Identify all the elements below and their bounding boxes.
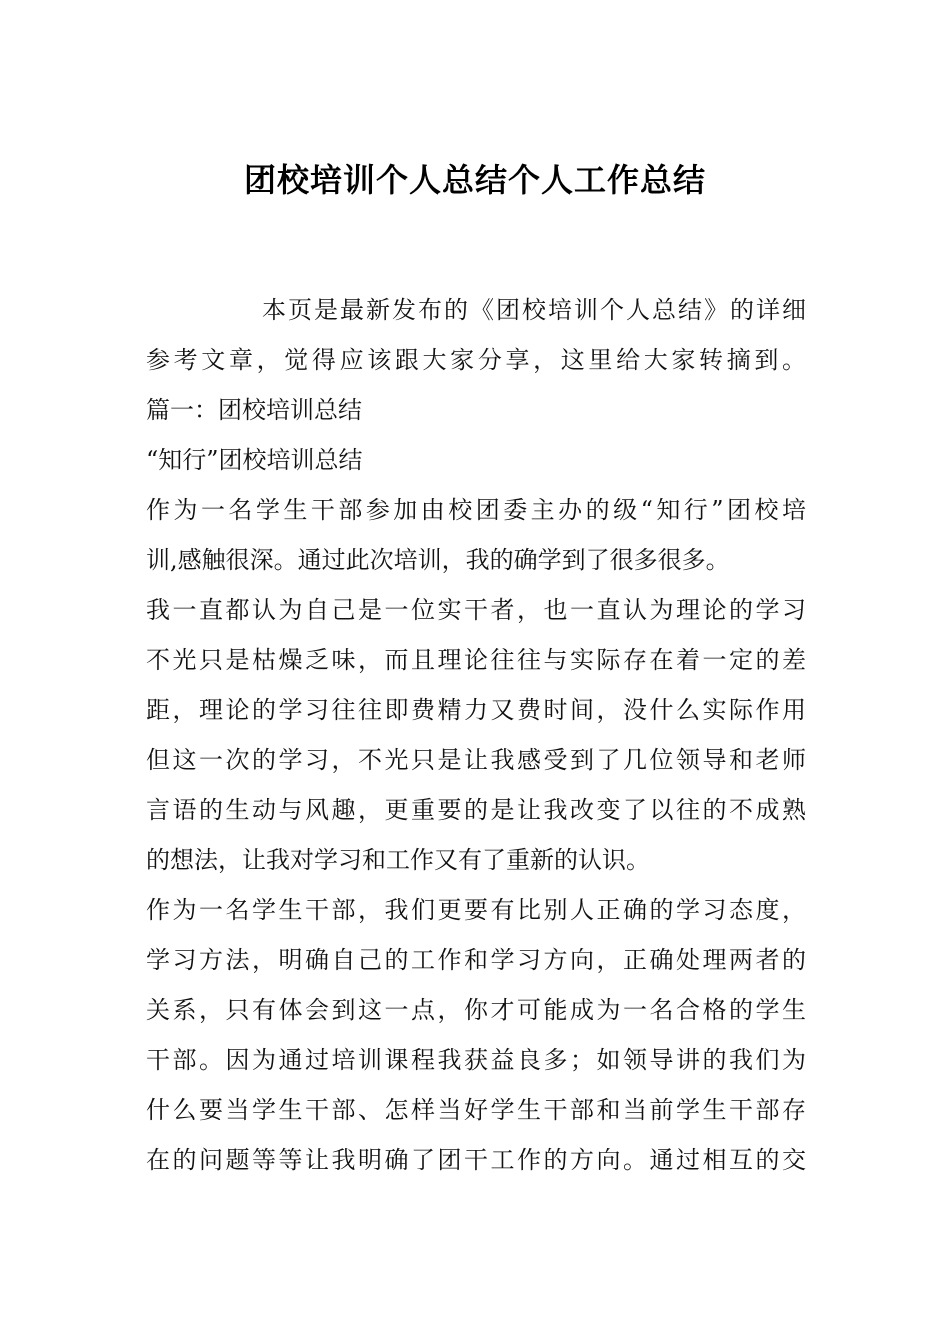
paragraph-line: 作为一名学生干部参加由校团委主办的级“知行”团校培 [146, 496, 806, 524]
paragraph-line: 但这一次的学习，不光只是让我感受到了几位领导和老师 [146, 746, 806, 774]
document-body [146, 285, 806, 1185]
paragraph-line: 关系，只有体会到这一点，你才可能成为一名合格的学生 [146, 996, 806, 1024]
section-heading: 篇一：团校培训总结 [146, 396, 362, 424]
paragraph-line: 训,感触很深。通过此次培训，我的确学到了很多很多。 [146, 546, 730, 574]
paragraph-line: 本页是最新发布的《团校培训个人总结》的详细 [262, 296, 806, 324]
paragraph-line: 距，理论的学习往往即费精力又费时间，没什么实际作用 [146, 696, 806, 724]
subsection-heading: “知行”团校培训总结 [146, 446, 363, 474]
paragraph-line: 干部。因为通过培训课程我获益良多；如领导讲的我们为 [146, 1046, 806, 1074]
paragraph-line: 不光只是枯燥乏味，而且理论往往与实际存在着一定的差 [146, 646, 806, 674]
paragraph-line: 作为一名学生干部，我们更要有比别人正确的学习态度， [146, 896, 806, 924]
paragraph-line: 参考文章，觉得应该跟大家分享，这里给大家转摘到。 [146, 346, 806, 374]
paragraph-line: 言语的生动与风趣，更重要的是让我改变了以往的不成熟 [146, 796, 806, 824]
paragraph-line: 学习方法，明确自己的工作和学习方向，正确处理两者的 [146, 946, 806, 974]
paragraph-line: 我一直都认为自己是一位实干者，也一直认为理论的学习 [146, 596, 806, 624]
paragraph-line: 什么要当学生干部、怎样当好学生干部和当前学生干部存 [146, 1096, 806, 1124]
document-title: 团校培训个人总结个人工作总结 [243, 161, 706, 199]
paragraph-line: 在的问题等等让我明确了团干工作的方向。通过相互的交 [146, 1146, 806, 1174]
paragraph-line: 的想法，让我对学习和工作又有了重新的认识。 [146, 846, 650, 874]
